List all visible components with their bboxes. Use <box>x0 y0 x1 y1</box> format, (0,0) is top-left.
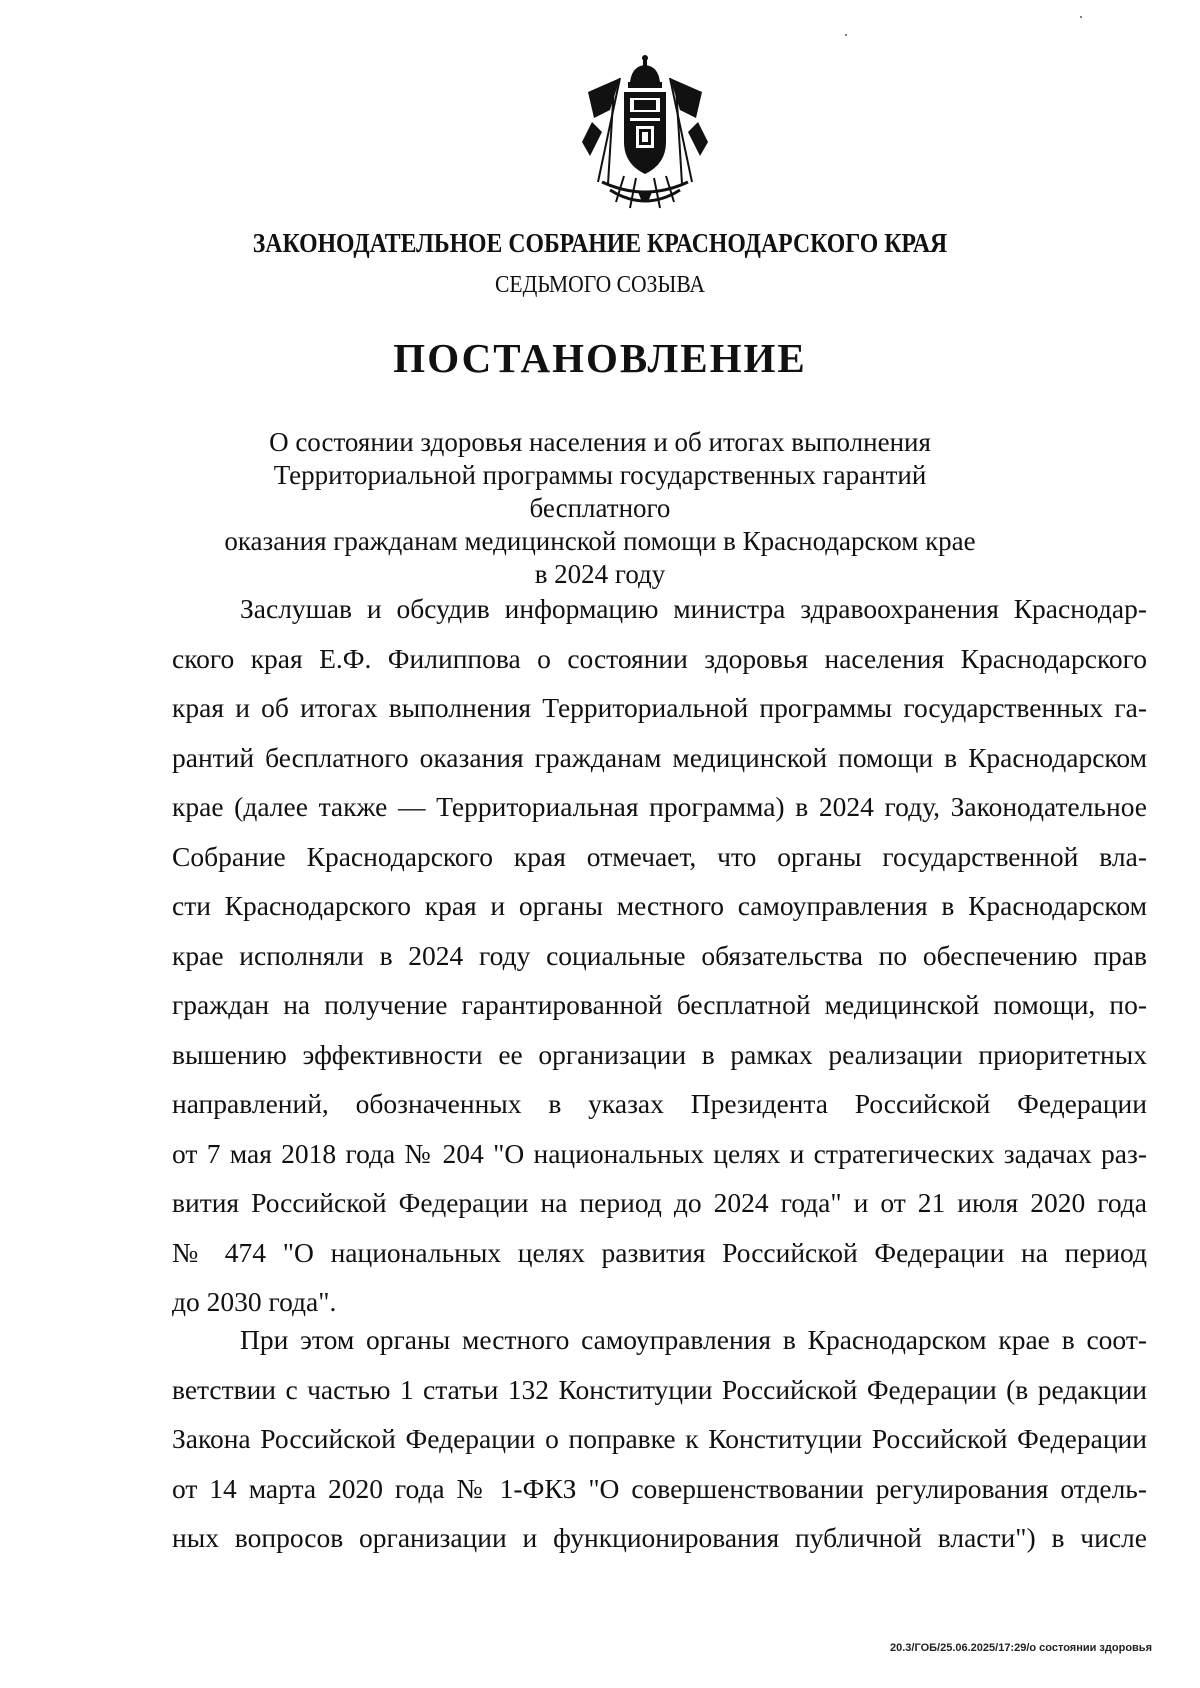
convocation-subtitle: СЕДЬМОГО СОЗЫВА <box>495 272 705 298</box>
text-line: граждан на получение гарантированной бесплатной медицинской помощи, по- <box>172 989 1147 1020</box>
text-line: вышению эффективности ее организации в рамках реализации приоритетных <box>172 1038 1147 1070</box>
text-line: от 7 мая 2018 года № 204 "О национальных целях и стратегических задачах раз- <box>172 1137 1147 1169</box>
body-paragraph-2 <box>172 1315 1147 1563</box>
text-line: сти Краснодарского края и органы местного самоуправления в Краснодарском <box>172 890 1147 921</box>
text-line: направлений, обозначенных в указах Президента Российской Федерации <box>172 1088 1147 1119</box>
registration-stamp: 20.3/ГОБ/25.06.2025/17:29/о состоянии здоровья <box>890 1642 1152 1654</box>
text-line: № 474 "О национальных целях развития Российской Федерации на период <box>172 1236 1147 1268</box>
text-line: Заслушав и обсудив информацию министра здравоохранения Краснодар- <box>240 593 1147 624</box>
text-line: до 2030 года". <box>172 1286 337 1317</box>
text-line: от 14 марта 2020 года № 1-ФКЗ "О совершенствовании регулирования отдель- <box>172 1472 1147 1504</box>
text-line: ных вопросов организации и функционирования публичной власти") в числе <box>172 1522 1147 1553</box>
text-line: вития Российской Федерации на период до 2024 года" и от 21 июля 2020 года <box>172 1187 1147 1218</box>
text-line: крае (далее также — Территориальная программа) в 2024 году, Законодательное <box>172 791 1147 822</box>
subject-line: О состоянии здоровья населения и об итогах выполнения <box>269 427 931 457</box>
krasnodar-coat-of-arms-icon <box>580 52 710 212</box>
text-line: края и об итогах выполнения Территориальной программы государственных га- <box>172 692 1147 723</box>
organization-title: ЗАКОНОДАТЕЛЬНОЕ СОБРАНИЕ КРАСНОДАРСКОГО КРАЯ <box>252 228 948 258</box>
text-line: ветствии с частью 1 статьи 132 Конституции Российской Федерации (в редакции <box>172 1373 1147 1405</box>
text-line: крае исполняли в 2024 году социальные обязательства по обеспечению прав <box>172 939 1147 971</box>
text-line: рантий бесплатного оказания гражданам медицинской помощи в Краснодарском <box>172 741 1147 773</box>
text-line: При этом органы местного самоуправления в Краснодарском крае в соот- <box>240 1324 1147 1355</box>
text-line: Закона Российской Федерации о поправке к Конституции Российской Федерации <box>172 1423 1147 1454</box>
subject-line: оказания гражданам медицинской помощи в Краснодарском крае <box>224 526 976 556</box>
document-type-heading: ПОСТАНОВЛЕНИЕ <box>393 335 807 381</box>
scan-speck <box>1080 16 1082 18</box>
scan-speck <box>845 34 847 36</box>
text-line: ского края Е.Ф. Филиппова о состоянии здоровья населения Краснодарского <box>172 642 1147 674</box>
body-paragraph-1 <box>172 584 1147 1327</box>
document-subject <box>200 426 1000 591</box>
subject-line: Территориальной программы государственных гарантий бесплатного <box>273 460 927 523</box>
subject-line: в 2024 году <box>534 559 666 589</box>
text-line: Собрание Краснодарского края отмечает, что органы государственной вла- <box>172 840 1147 872</box>
